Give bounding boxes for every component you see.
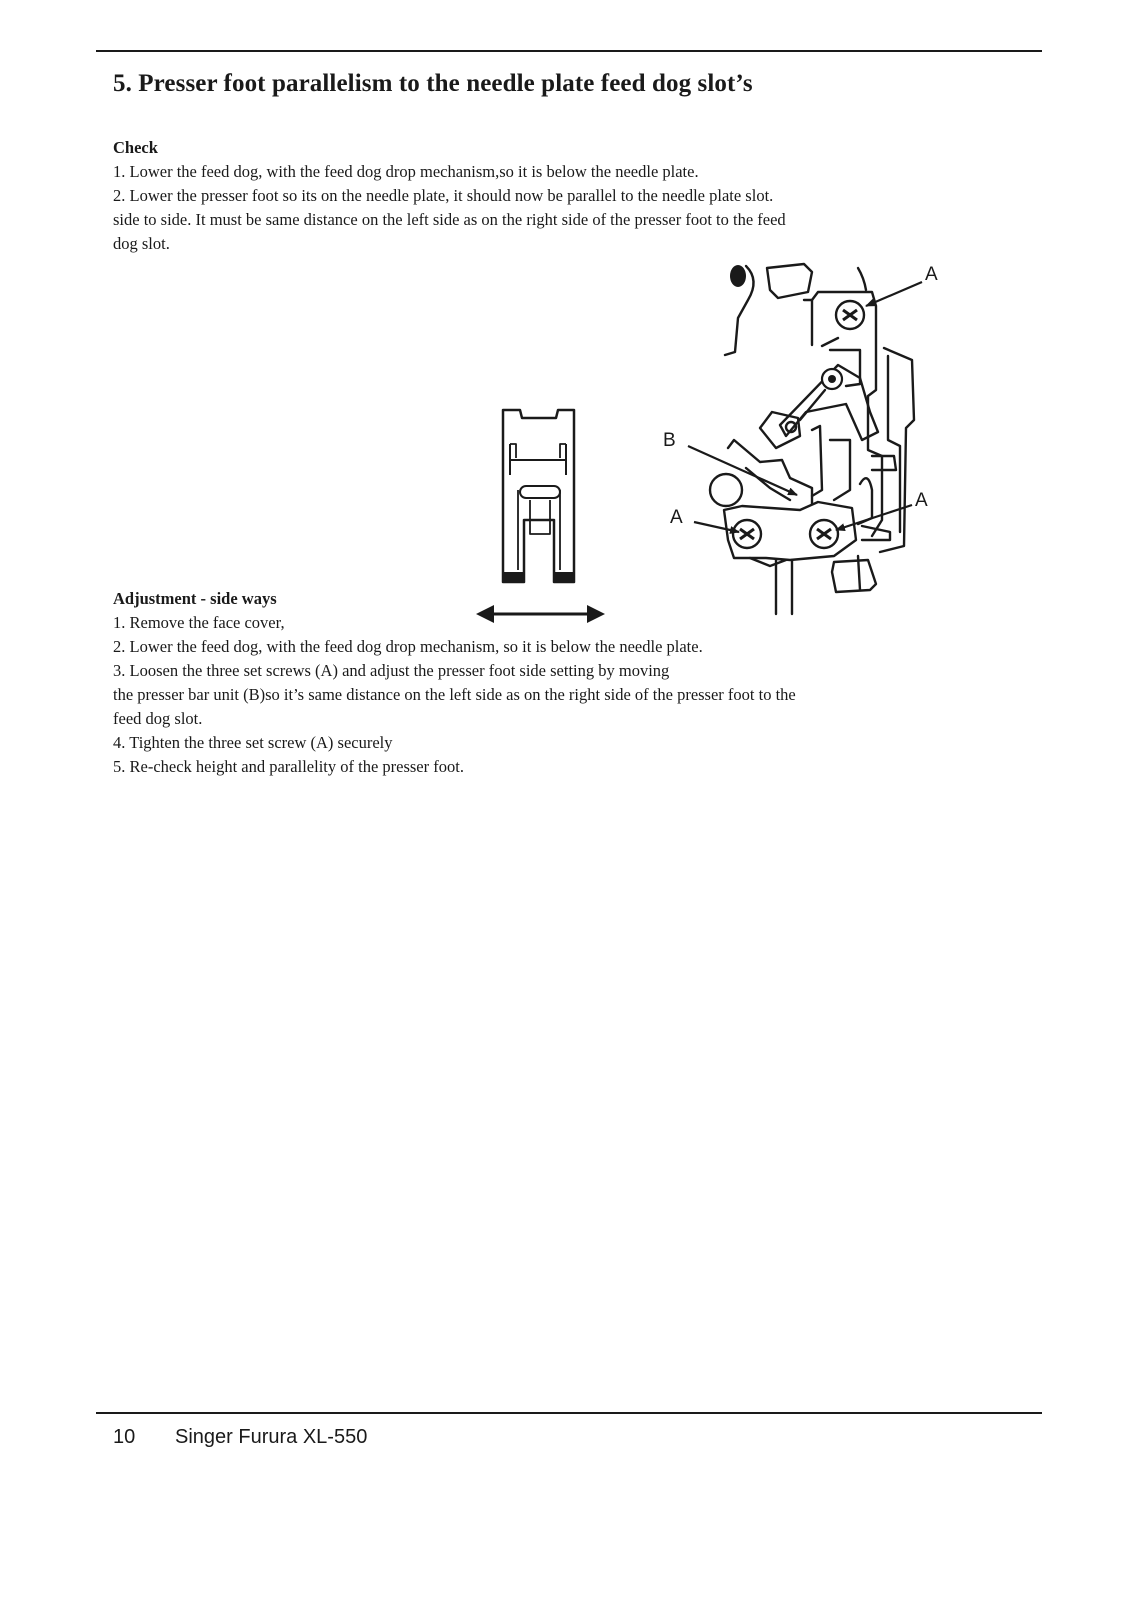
adjustment-line: 5. Re-check height and parallelity of the presser foot. (113, 757, 464, 776)
callout-arrows (688, 282, 922, 532)
callout-label-a-top: A (925, 264, 938, 285)
set-screw-icon (836, 301, 864, 329)
check-line: 2. Lower the presser foot so its on the needle plate, it should now be parallel to the needle plate slot. (113, 186, 774, 205)
adjustment-line: 2. Lower the feed dog, with the feed dog drop mechanism, so it is below the needle plate. (113, 637, 703, 656)
page-title: 5. Presser foot parallelism to the needle plate feed dog slot’s (113, 70, 753, 97)
set-screw-icon (733, 520, 761, 548)
callout-label-a-right: A (915, 490, 928, 511)
callout-label-b: B (663, 430, 676, 451)
lever-screw-icon (822, 369, 842, 389)
presser-bar-mechanism-drawing (710, 264, 914, 614)
header-rule (96, 50, 1042, 52)
adjustment-section (113, 587, 1013, 779)
check-line: dog slot. (113, 234, 170, 253)
manual-title: Singer Furura XL-550 (175, 1426, 368, 1448)
check-section (113, 136, 1013, 256)
presser-foot-drawing (503, 410, 574, 582)
page-footer (113, 1426, 367, 1449)
adjustment-line: feed dog slot. (113, 709, 203, 728)
adjustment-heading: Adjustment - side ways (113, 589, 277, 608)
adjustment-line: 1. Remove the face cover, (113, 613, 285, 632)
check-line: side to side. It must be same distance on the left side as on the right side of the presser foot to the feed (113, 210, 786, 229)
adjustment-line: 3. Loosen the three set screws (A) and adjust the presser foot side setting by moving (113, 661, 670, 680)
check-line: 1. Lower the feed dog, with the feed dog drop mechanism,so it is below the needle plate. (113, 162, 699, 181)
callout-label-a-left: A (670, 507, 683, 528)
adjustment-line: the presser bar unit (B)so it’s same distance on the left side as on the right side of the presser foot to the (113, 685, 796, 704)
footer-rule (96, 1412, 1042, 1414)
check-heading: Check (113, 138, 158, 157)
page-number: 10 (113, 1426, 136, 1448)
set-screw-icon (810, 520, 838, 548)
adjustment-line: 4. Tighten the three set screw (A) securely (113, 733, 393, 752)
